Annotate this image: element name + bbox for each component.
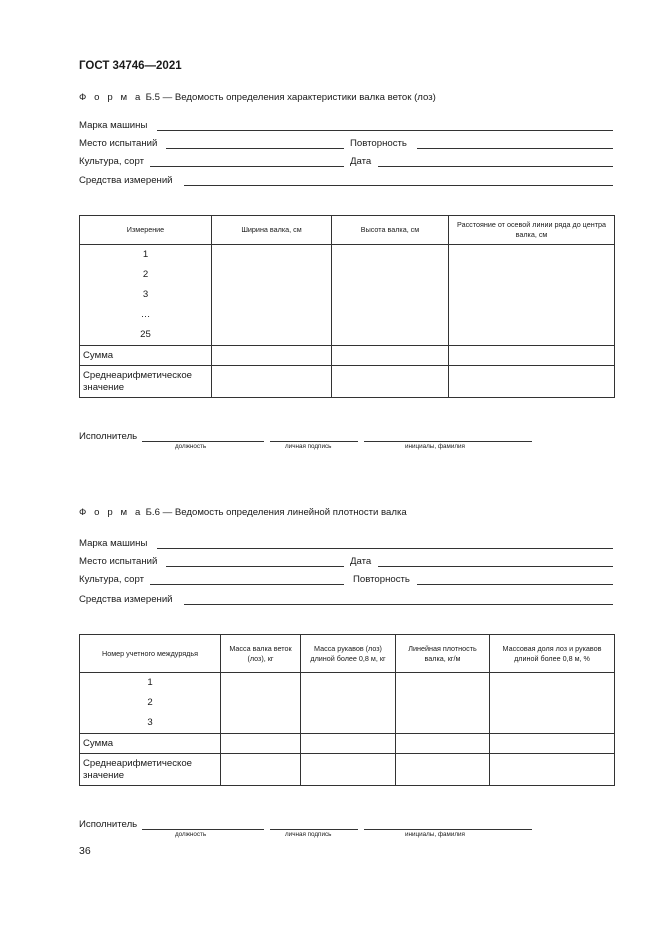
b5-brand-line[interactable] (157, 130, 613, 131)
table-cell[interactable] (449, 346, 615, 366)
form-b6-title (79, 507, 407, 518)
b5-place-label: Место испытаний (79, 138, 158, 149)
b6-col-row-number: Номер учетного междурядья (80, 635, 221, 673)
table-cell[interactable] (332, 346, 449, 366)
b5-initials-line[interactable] (364, 441, 532, 442)
b5-col-height: Высота валка, см (332, 216, 449, 245)
list-item: 2 (142, 269, 149, 280)
table-cell[interactable] (301, 754, 396, 786)
list-item: 1 (147, 677, 153, 688)
b6-date-label: Дата (350, 556, 372, 567)
b6-place-label: Место испытаний (79, 556, 158, 567)
table-cell[interactable] (449, 245, 615, 346)
b6-table-header-row (80, 635, 615, 673)
b6-place-line[interactable] (166, 566, 344, 567)
b5-measurement-numbers (80, 245, 212, 346)
b6-initials-line[interactable] (364, 829, 532, 830)
b6-position-line[interactable] (142, 829, 264, 830)
b6-repeat-line[interactable] (417, 584, 613, 585)
b6-initials-caption: инициалы, фамилия (405, 831, 465, 838)
table-cell[interactable] (301, 673, 396, 734)
b6-executor-label: Исполнитель (79, 819, 138, 830)
table-row (80, 346, 615, 366)
b5-initials-caption: инициалы, фамилия (405, 443, 465, 450)
table-cell[interactable] (212, 346, 332, 366)
b5-col-measurement: Измерение (80, 216, 212, 245)
b6-means-line[interactable] (184, 604, 613, 605)
b5-signature-line[interactable] (270, 441, 358, 442)
b5-sum-label: Сумма (80, 346, 212, 366)
form-b6-title-prefix: Ф о р м а (79, 507, 143, 518)
b6-culture-label: Культура, сорт (79, 574, 144, 585)
table-row (80, 673, 615, 734)
b5-culture-label: Культура, сорт (79, 156, 144, 167)
b6-means-label: Средства измерений (79, 594, 173, 605)
b6-row-numbers (80, 673, 221, 734)
b5-position-line[interactable] (142, 441, 264, 442)
b5-culture-line[interactable] (150, 166, 344, 167)
b6-signature-line[interactable] (270, 829, 358, 830)
b6-mean-label: Среднеарифметическое значение (80, 754, 221, 786)
b5-signature-caption: личная подпись (285, 443, 332, 450)
b5-col-distance: Расстояние от осевой линии ряда до центра валка, см (449, 216, 615, 245)
list-item: 25 (140, 329, 151, 340)
table-cell[interactable] (332, 366, 449, 398)
b6-position-caption: должность (175, 831, 207, 838)
list-item: 3 (142, 289, 149, 300)
form-b6-title-text: — Ведомость определения линейной плотности валка (162, 507, 407, 518)
table-cell[interactable] (212, 366, 332, 398)
b6-col-mass-fraction: Массовая доля лоз и рукавов длиной более 0,8 м, % (490, 635, 615, 673)
b6-col-mass: Масса валка веток (лоз), кг (221, 635, 301, 673)
b5-means-label: Средства измерений (79, 175, 173, 186)
table-cell[interactable] (396, 673, 490, 734)
table-cell[interactable] (396, 734, 490, 754)
form-b5-title (79, 92, 436, 103)
table-cell[interactable] (212, 245, 332, 346)
table-row (80, 734, 615, 754)
list-item: 1 (142, 249, 149, 260)
form-b5-title-number: Б.5 (145, 92, 160, 103)
b6-col-sleeves-mass: Масса рукавов (лоз) длиной более 0,8 м, кг (301, 635, 396, 673)
b5-table-header-row (80, 216, 615, 245)
b6-signature-caption: личная подпись (285, 831, 332, 838)
table-cell[interactable] (301, 734, 396, 754)
table-cell[interactable] (490, 673, 615, 734)
b5-position-caption: должность (175, 443, 207, 450)
b5-means-line[interactable] (184, 185, 613, 186)
table-cell[interactable] (490, 734, 615, 754)
table-row (80, 754, 615, 786)
table-cell[interactable] (449, 366, 615, 398)
form-b6-title-number: Б.6 (145, 507, 160, 518)
b6-brand-line[interactable] (157, 548, 613, 549)
page-number: 36 (79, 845, 91, 857)
b6-culture-line[interactable] (150, 584, 344, 585)
list-item: 2 (147, 697, 153, 708)
form-b5-table (79, 215, 615, 398)
table-cell[interactable] (221, 673, 301, 734)
b5-place-line[interactable] (166, 148, 344, 149)
b6-brand-label: Марка машины (79, 538, 148, 549)
b5-brand-label: Марка машины (79, 120, 148, 131)
form-b6-table (79, 634, 615, 786)
list-item: 3 (147, 717, 153, 728)
table-cell[interactable] (332, 245, 449, 346)
b5-date-label: Дата (350, 156, 372, 167)
b5-repeat-line[interactable] (417, 148, 613, 149)
table-row (80, 366, 615, 398)
table-cell[interactable] (490, 754, 615, 786)
list-item: … (140, 309, 151, 320)
b5-repeat-label: Повторность (350, 138, 407, 149)
b5-col-width: Ширина валка, см (212, 216, 332, 245)
table-row (80, 245, 615, 346)
b6-col-linear-density: Линейная плотность валка, кг/м (396, 635, 490, 673)
b6-repeat-label: Повторность (353, 574, 410, 585)
form-b5-title-text: — Ведомость определения характеристики валка веток (лоз) (162, 92, 436, 103)
b6-date-line[interactable] (378, 566, 613, 567)
b5-executor-label: Исполнитель (79, 431, 138, 442)
table-cell[interactable] (221, 754, 301, 786)
standard-header: ГОСТ 34746—2021 (79, 60, 182, 72)
table-cell[interactable] (396, 754, 490, 786)
b5-mean-label: Среднеарифметическое значение (80, 366, 212, 398)
form-b5-title-prefix: Ф о р м а (79, 92, 143, 103)
table-cell[interactable] (221, 734, 301, 754)
b5-date-line[interactable] (378, 166, 613, 167)
b6-sum-label: Сумма (80, 734, 221, 754)
